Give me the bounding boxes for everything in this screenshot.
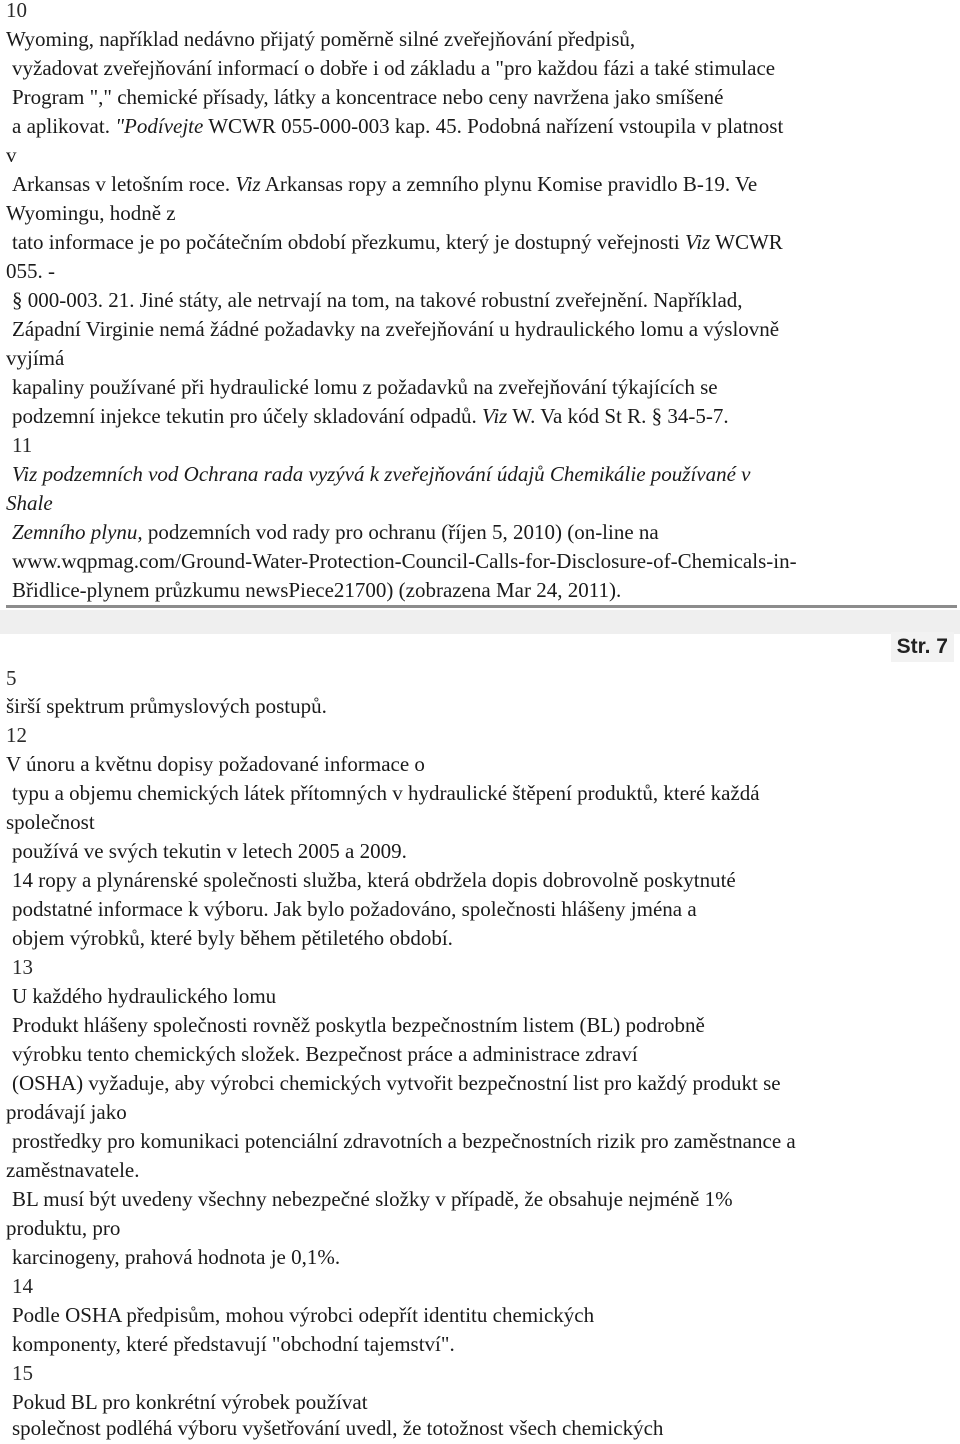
note-13-line-8: BL musí být uvedeny všechny nebezpečné složky v případě, že obsahuje nejméně 1% bbox=[12, 1187, 733, 1211]
footnote-10-line-9: 055. - bbox=[6, 259, 55, 283]
footnote-10-line-4 bbox=[12, 112, 783, 141]
footnote-10-line-5: v bbox=[6, 143, 17, 167]
italic-run: Viz bbox=[235, 172, 261, 196]
note-12-line-3: společnost bbox=[6, 810, 95, 834]
italic-run: Zemního plynu, bbox=[12, 520, 143, 544]
footnote-10-line-10: § 000-003. 21. Jiné státy, ale netrvají na tom, na takové robustní zveřejnění. Například, bbox=[12, 288, 743, 312]
text-run: W. Va kód St R. § 34-5-7. bbox=[507, 404, 729, 428]
note-13-line-10: karcinogeny, prahová hodnota je 0,1%. bbox=[12, 1245, 341, 1269]
note-13-line-9: produktu, pro bbox=[6, 1216, 121, 1240]
footnote-10-line-3: Program "," chemické přísady, látky a koncentrace nebo ceny navržena jako smíšené bbox=[12, 85, 724, 109]
text-run: a aplikovat. bbox=[12, 114, 116, 138]
note-12-line-5: 14 ropy a plynárenské společnosti služba, která obdržela dopis dobrovolně poskytnuté bbox=[12, 868, 736, 892]
footnote-marker-12: 12 bbox=[6, 723, 27, 747]
footnote-10-line-1: Wyoming, například nedávno přijatý poměrně silné zveřejňování předpisů, bbox=[6, 27, 636, 51]
note-13-line-3: výrobku tento chemických složek. Bezpečnost práce a administrace zdraví bbox=[12, 1042, 638, 1066]
footnote-11-line-1: Viz podzemních vod Ochrana rada vyzývá k zveřejňování údajů Chemikálie používané v bbox=[12, 462, 751, 486]
note-14-line-2: komponenty, které představují "obchodní tajemství". bbox=[12, 1332, 455, 1356]
note-13-line-7: zaměstnavatele. bbox=[6, 1158, 140, 1182]
note-14-line-1: Podle OSHA předpisům, mohou výrobci odepřít identitu chemických bbox=[12, 1303, 595, 1327]
footnote-marker-11: 11 bbox=[12, 433, 33, 457]
page-divider bbox=[6, 605, 957, 608]
text-run: WCWR bbox=[710, 230, 783, 254]
note-12-line-4: používá ve svých tekutin v letech 2005 a 2009. bbox=[12, 839, 407, 863]
footnote-10-line-8 bbox=[12, 228, 783, 257]
italic-run: "Podívejte bbox=[115, 114, 204, 138]
footnote-10-line-14 bbox=[12, 402, 729, 431]
note-13-line-1: U každého hydraulického lomu bbox=[12, 984, 277, 1008]
note-13-line-4: (OSHA) vyžaduje, aby výrobci chemických vytvořit bezpečnostní list pro každý produkt se bbox=[12, 1071, 781, 1095]
footnote-marker-5: 5 bbox=[6, 666, 17, 690]
note-15-line-2: společnost podléhá výboru vyšetřování uvedl, že totožnost všech chemických bbox=[12, 1416, 664, 1440]
page-number-label: Str. 7 bbox=[891, 632, 954, 662]
footnote-10-line-2: vyžadovat zveřejňování informací o dobře i od základu a "pro každou fázi a také stimulace bbox=[12, 56, 776, 80]
footnote-marker-15: 15 bbox=[12, 1361, 33, 1385]
footnote-marker-10: 10 bbox=[6, 0, 27, 22]
note-12-line-7: objem výrobků, které byly během pětiletého období. bbox=[12, 926, 453, 950]
italic-run: Viz bbox=[684, 230, 711, 254]
text-run: Arkansas ropy a zemního plynu Komise pravidlo B-19. Ve bbox=[260, 172, 758, 196]
note-12-line-1: V únoru a květnu dopisy požadované informace o bbox=[6, 752, 425, 776]
text-run: podzemní injekce tekutin pro účely skladování odpadů. bbox=[12, 404, 483, 428]
footnote-11-line-4: www.wqpmag.com/Ground-Water-Protection-Council-Calls-for-Disclosure-of-Chemicals-in- bbox=[12, 549, 797, 573]
footnote-11-line-2: Shale bbox=[6, 491, 53, 515]
footnote-10-line-13: kapaliny používané při hydraulické lomu z požadavků na zveřejňování týkajících se bbox=[12, 375, 718, 399]
footnote-marker-14: 14 bbox=[12, 1274, 33, 1298]
note-12-line-6: podstatné informace k výboru. Jak bylo požadováno, společnosti hlášeny jména a bbox=[12, 897, 697, 921]
text-run: tato informace je po počátečním období přezkumu, který je dostupný veřejnosti bbox=[12, 230, 685, 254]
text-run: WCWR 055-000-003 kap. 45. Podobná nařízení vstoupila v platnost bbox=[203, 114, 784, 138]
footnote-10-line-7: Wyomingu, hodně z bbox=[6, 201, 176, 225]
text-run: Arkansas v letošním roce. bbox=[12, 172, 236, 196]
text-run: podzemních vod rady pro ochranu (říjen 5, 2010) (on-line na bbox=[142, 520, 659, 544]
note-13-line-6: prostředky pro komunikaci potenciální zdravotních a bezpečnostních rizik pro zaměstnance a bbox=[12, 1129, 796, 1153]
footnote-marker-13: 13 bbox=[12, 955, 33, 979]
note-13-line-2: Produkt hlášeny společnosti rovněž poskytla bezpečnostním listem (BL) podrobně bbox=[12, 1013, 705, 1037]
footnote-10-line-6 bbox=[12, 170, 757, 199]
footnote-11-line-5: Břidlice-plynem průzkumu newsPiece21700) (zobrazena Mar 24, 2011). bbox=[12, 578, 622, 602]
italic-run: Viz bbox=[482, 404, 508, 428]
note-15-line-1: Pokud BL pro konkrétní výrobek používat bbox=[12, 1390, 368, 1414]
note-13-line-5: prodávají jako bbox=[6, 1100, 127, 1124]
footnote-10-line-11: Západní Virginie nemá žádné požadavky na zveřejňování u hydraulického lomu a výslovně bbox=[12, 317, 780, 341]
note-5-line-1: širší spektrum průmyslových postupů. bbox=[6, 694, 327, 718]
footnote-11-line-3 bbox=[12, 518, 659, 547]
footnote-10-line-12: vyjímá bbox=[6, 346, 65, 370]
page-gap bbox=[0, 610, 960, 634]
note-12-line-2: typu a objemu chemických látek přítomných v hydraulické štěpení produktů, které každá bbox=[12, 781, 760, 805]
